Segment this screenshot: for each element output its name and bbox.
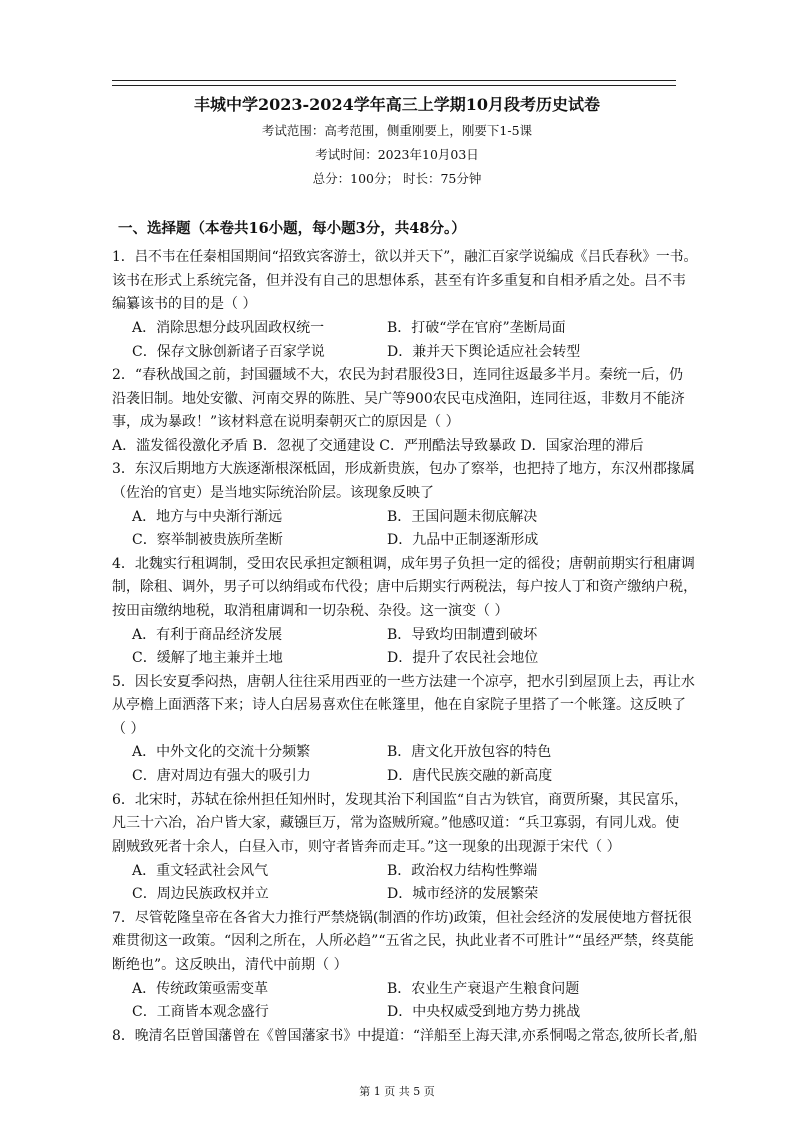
q2-line-2: 沿袭旧制。地处安徽、河南交界的陈胜、吴广等900农民屯戍渔阳，连同往返，非数月不能济 [112, 391, 685, 407]
exam-time: 考试时间：2023年10月03日 [315, 147, 479, 162]
exam-title: 丰城中学2023-2024学年高三上学期10月段考历史试卷 [194, 95, 600, 114]
q2-line-1: 2．“春秋战国之前，封国疆域不大，农民为封君服役3日，连同往返最多半月。秦统一后，仍 [112, 367, 683, 383]
q6-line-1: 6．北宋时，苏轼在徐州担任知州时，发现其治下利国监“自古为铁官，商贾所聚，其民富乐， [112, 792, 689, 808]
q2-options: A．滥发徭役激化矛盾 B．忽视了交通建设 C．严刑酷法导致暴政 D．国家治理的滞后 [112, 438, 644, 454]
q4-option-a: A．有利于商品经济发展 [132, 627, 283, 643]
q1-option-b: B．打破“学在官府”垄断局面 [387, 320, 566, 336]
q3-option-b: B．王国问题未彻底解决 [387, 509, 538, 525]
page-number: 第 1 页 共 5 页 [359, 1085, 435, 1098]
q6-line-3: 剧贼致死者十余人，白昼入市，则守者皆奔而走耳。”这一现象的出现源于宋代（ ） [112, 839, 621, 855]
q5-option-d: D．唐代民族交融的新高度 [387, 768, 553, 784]
q8-line-1: 8．晚清名臣曾国藩曾在《曾国藩家书》中提道：“洋船至上海天津,亦系恫喝之常态,彼所长者,船 [112, 1028, 698, 1044]
q3-line-1: 3．东汉后期地方大族逐渐根深柢固，形成新贵族，包办了察举，也把持了地方，东汉州郡掾属 [112, 461, 695, 477]
q1-option-d: D．兼并天下舆论适应社会转型 [387, 344, 581, 360]
q6-line-2: 凡三十六冶，冶户皆大家，藏镪巨万，常为盗贼所窥。”他感叹道：“兵卫寡弱，有同儿戏。使 [112, 815, 680, 831]
q7-option-c: C．工商皆本观念盛行 [132, 1004, 269, 1020]
q5-line-1: 5．因长安夏季闷热，唐朝人往往采用西亚的一些方法建一个凉亭，把水引到屋顶上去，再让水 [112, 674, 695, 690]
q4-line-1: 4．北魏实行租调制，受田农民承担定额租调，成年男子负担一定的徭役；唐朝前期实行租庸调 [112, 556, 695, 572]
q7-line-1: 7．尽管乾隆皇帝在各省大力推行严禁烧锅(制酒的作坊)政策，但社会经济的发展使地方督抚很 [112, 910, 692, 926]
q5-option-b: B．唐文化开放包容的特色 [387, 744, 552, 760]
top-rule-thick [112, 80, 676, 81]
q2-line-3: 事，成为暴政！”该材料意在说明秦朝灭亡的原因是（ ） [112, 414, 460, 430]
q7-option-a: A．传统政策亟需变革 [132, 981, 269, 997]
top-rule-thin [112, 85, 676, 86]
q7-option-b: B．农业生产衰退产生粮食问题 [387, 981, 580, 997]
q7-line-3: 断绝也”。这反映出，清代中前期（ ） [112, 957, 348, 973]
q6-option-b: B．政治权力结构性弊端 [387, 863, 538, 879]
q5-line-3: （ ） [112, 721, 145, 737]
q1-option-a: A．消除思想分歧巩固政权统一 [132, 320, 325, 336]
q3-line-2: （佐治的官吏）是当地实际统治阶层。该现象反映了 [112, 485, 434, 501]
q1-option-c: C．保存文脉创新诸子百家学说 [132, 344, 325, 360]
q4-option-d: D．提升了农民社会地位 [387, 650, 539, 666]
q1-line-1: 1．吕不韦在任秦相国期间“招致宾客游士，欲以并天下”，融汇百家学说编成《吕氏春秋》一书。 [112, 249, 698, 265]
q5-option-c: C．唐对周边有强大的吸引力 [132, 768, 311, 784]
q1-line-3: 编纂该书的目的是（ ） [112, 296, 257, 312]
q4-line-2: 制，除租、调外，男子可以纳绢或布代役；唐中后期实行两税法，每户按人丁和资产缴纳户税， [112, 579, 698, 595]
q1-line-2: 该书在形式上系统完备，但并没有自己的思想体系，甚至有许多重复和自相矛盾之处。吕不韦 [112, 273, 686, 289]
q3-option-a: A．地方与中央渐行渐远 [132, 509, 283, 525]
section-heading: 一、选择题（本卷共16小题，每小题3分，共48分。） [118, 220, 466, 237]
exam-score-duration: 总分：100分； 时长：75分钟 [312, 171, 482, 186]
q5-line-2: 从亭檐上面洒落下来；诗人白居易喜欢住在帐篷里，他在自家院子里搭了一个帐篷。这反映了 [112, 697, 686, 713]
q4-line-3: 按田亩缴纳地税，取消租庸调和一切杂税、杂役。这一演变（ ） [112, 603, 509, 619]
q6-option-c: C．周边民族政权并立 [132, 886, 269, 902]
q3-option-d: D．九品中正制逐渐形成 [387, 532, 539, 548]
q4-option-c: C．缓解了地主兼并土地 [132, 650, 283, 666]
q7-line-2: 难贯彻这一政策。“因利之所在，人所必趋”“五省之民，执此业者不可胜计”“虽经严禁，终莫能 [112, 933, 694, 949]
q7-option-d: D．中央权威受到地方势力挑战 [387, 1004, 581, 1020]
q6-option-d: D．城市经济的发展繁荣 [387, 886, 539, 902]
q3-option-c: C．察举制被贵族所垄断 [132, 532, 283, 548]
exam-scope: 考试范围：高考范围，侧重刚要上，刚要下1-5课 [261, 123, 533, 138]
q6-option-a: A．重文轻武社会风气 [132, 863, 269, 879]
q4-option-b: B．导致均田制遭到破坏 [387, 627, 538, 643]
q5-option-a: A．中外文化的交流十分频繁 [132, 744, 311, 760]
